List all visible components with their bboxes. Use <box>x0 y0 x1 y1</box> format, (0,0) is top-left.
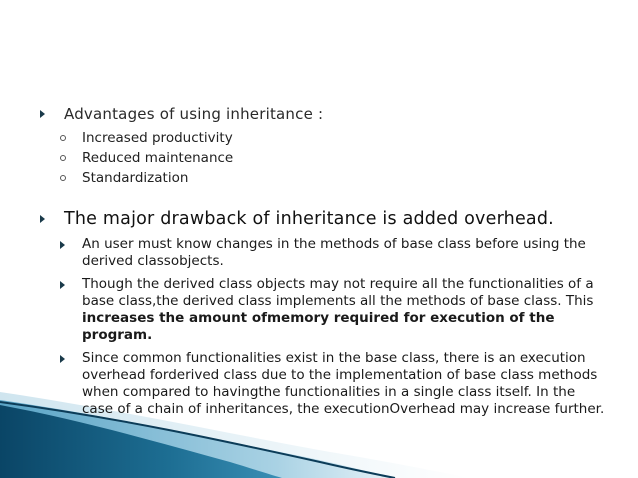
drawback-point-text: Though the derived class objects may not require all the functionalities of a base class,the derived class implements all the methods of base class. This <box>82 276 594 309</box>
bullet-drawback <box>40 208 610 230</box>
list-item-text: Increased productivity <box>82 130 233 146</box>
list-item <box>40 128 610 148</box>
triangle-arrow-icon <box>60 355 65 363</box>
list-item-text: Standardization <box>82 170 189 186</box>
circle-bullet-icon <box>60 155 66 161</box>
drawback-point <box>40 276 610 344</box>
drawback-point-text: Since common functionalities exist in the base class, there is an execution overhead forderived class due to the implementation of base class methods when compared to havingthe functionalities in a single class itself. In the case of a chain of inheritances, the executionOverhead may increase further. <box>82 350 605 417</box>
drawback-point <box>40 350 610 418</box>
drawback-point <box>40 236 610 270</box>
triangle-arrow-icon <box>40 110 45 118</box>
slide-content <box>40 104 610 418</box>
advantages-heading: Advantages of using inheritance : <box>64 105 324 123</box>
circle-bullet-icon <box>60 175 66 181</box>
drawback-point-emphasis: increases the amount ofmemory required for execution of the program. <box>82 310 555 343</box>
drawback-heading: The major drawback of inheritance is added overhead. <box>64 209 554 229</box>
triangle-arrow-icon <box>60 241 65 249</box>
advantages-list <box>40 128 610 188</box>
triangle-arrow-icon <box>60 281 65 289</box>
circle-bullet-icon <box>60 135 66 141</box>
list-item <box>40 168 610 188</box>
drawback-point-text: An user must know changes in the methods of base class before using the derived classobjects. <box>82 236 586 269</box>
list-item-text: Reduced maintenance <box>82 150 234 166</box>
list-item <box>40 148 610 168</box>
triangle-arrow-icon <box>40 215 45 223</box>
bullet-advantages <box>40 104 610 124</box>
